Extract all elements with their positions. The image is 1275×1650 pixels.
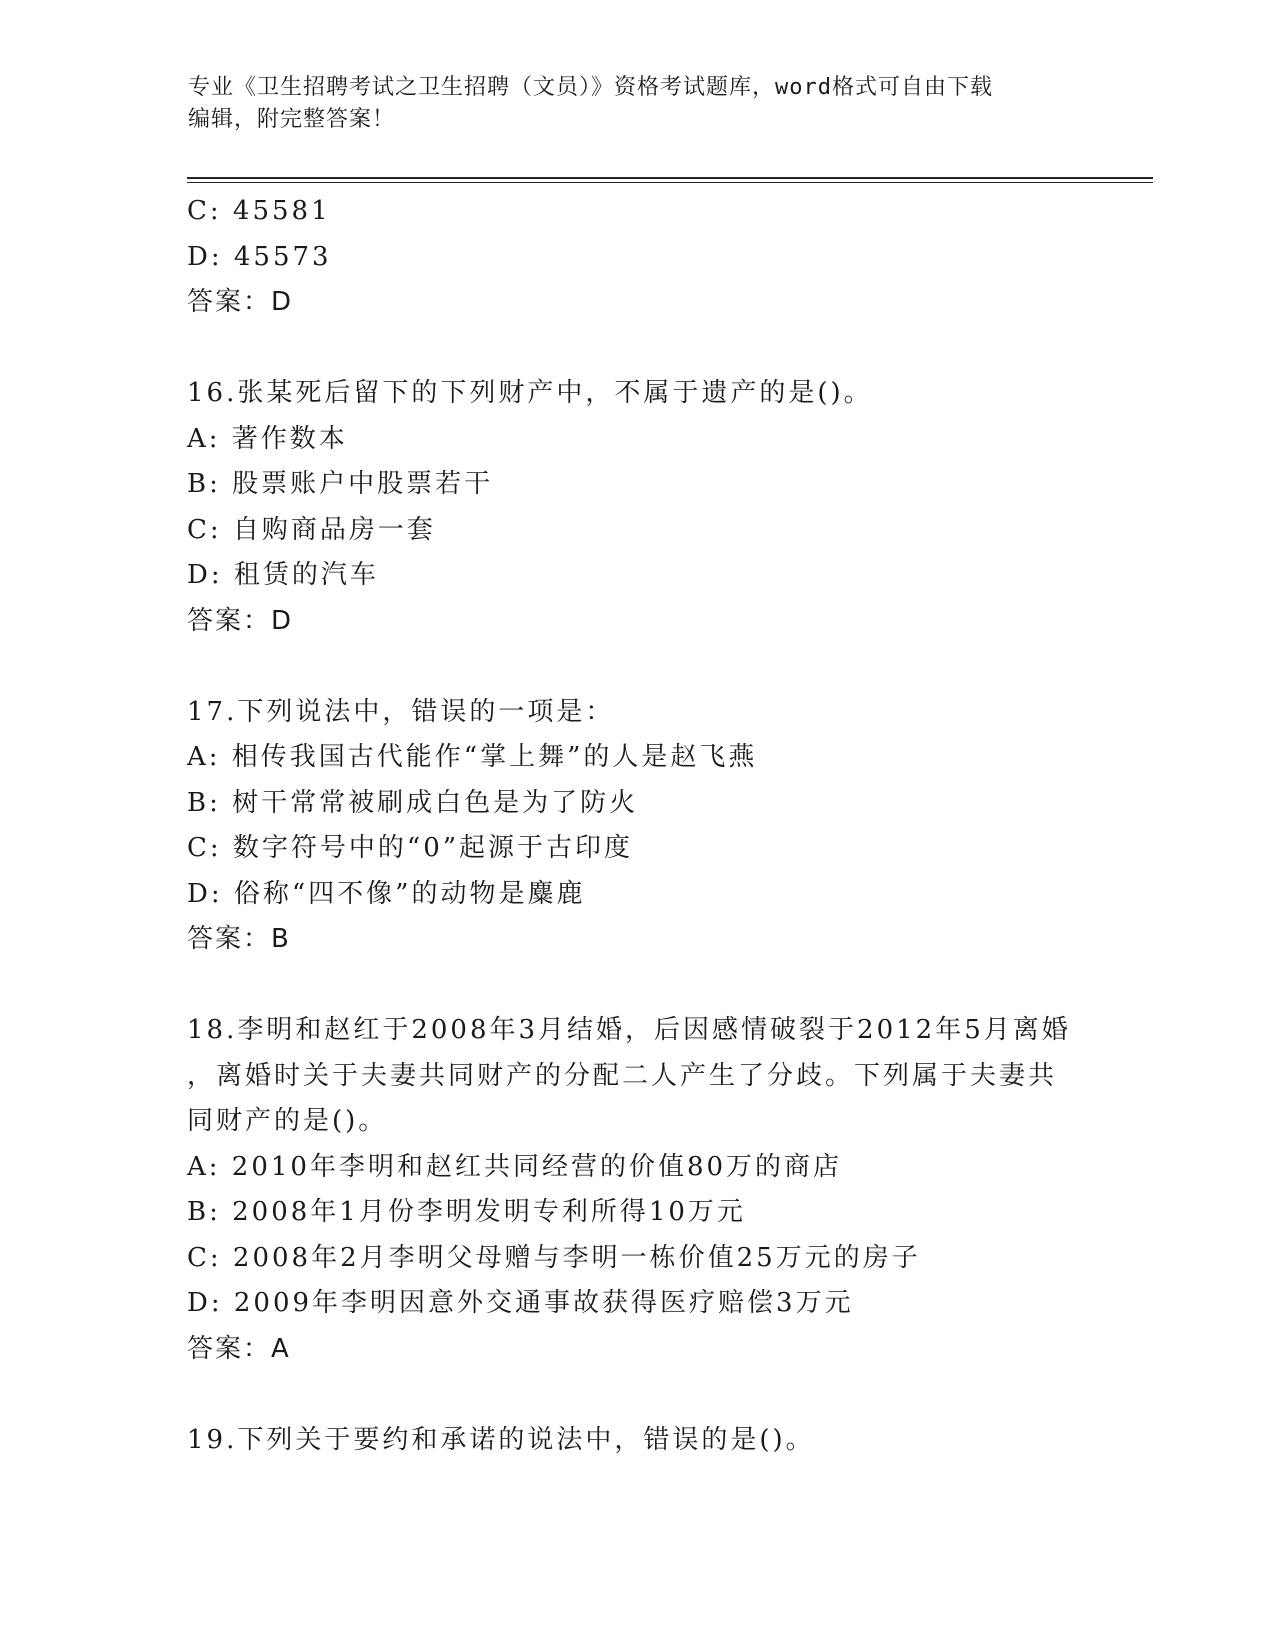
question-text-line-2: ，离婚时关于夫妻共同财产的分配二人产生了分歧。下列属于夫妻共 (187, 1060, 1058, 1091)
option-c: C: 2008年2月李明父母赠与李明一栋价值25万元的房子 (187, 1242, 921, 1273)
question-text: 16.张某死后留下的下列财产中，不属于遗产的是()。 (187, 378, 873, 408)
option-b: B: 2008年1月份李明发明专利所得10万元 (187, 1197, 746, 1227)
question-19 (187, 1418, 1087, 1464)
option-c: C: 45581 (187, 196, 331, 226)
spacer (187, 326, 1087, 372)
spacer (187, 644, 1087, 690)
spacer (187, 1372, 1087, 1418)
header-rule-thick (187, 177, 1153, 179)
option-d: D: 俗称“四不像”的动物是麋鹿 (187, 878, 586, 909)
document-body (187, 189, 1087, 1463)
option-d: D: 45573 (187, 241, 332, 272)
answer-line: 答案：D (187, 287, 294, 317)
header-line-1: 专业《卫生招聘考试之卫生招聘（文员）》资格考试题库，word格式可自由下载 (188, 75, 993, 100)
header-rule-thin (187, 182, 1153, 183)
option-a: A: 2010年李明和赵红共同经营的价值80万的商店 (187, 1151, 843, 1182)
option-a: A: 著作数本 (187, 423, 348, 454)
answer-line: 答案：A (187, 1333, 291, 1364)
question-text-line-3: 同财产的是()。 (187, 1106, 388, 1136)
option-a: A: 相传我国古代能作“掌上舞”的人是赵飞燕 (187, 742, 758, 772)
answer-line: 答案：B (187, 924, 291, 954)
question-15-tail (187, 189, 1087, 326)
question-text: 19.下列关于要约和承诺的说法中，错误的是()。 (187, 1424, 815, 1455)
option-c: C: 数字符号中的“0”起源于古印度 (187, 833, 634, 863)
question-text-line-1: 18.李明和赵红于2008年3月结婚，后因感情破裂于2012年5月离婚 (187, 1015, 1071, 1045)
question-17 (187, 690, 1087, 963)
question-16 (187, 371, 1087, 644)
question-text: 17.下列说法中，错误的一项是： (187, 696, 615, 727)
header-line-2: 编辑，附完整答案！ (188, 107, 396, 132)
answer-line: 答案：D (187, 605, 294, 636)
option-d: D: 租赁的汽车 (187, 560, 379, 590)
option-b: B: 股票账户中股票若干 (187, 469, 494, 499)
option-c: C: 自购商品房一套 (187, 514, 436, 545)
option-b: B: 树干常常被刷成白色是为了防火 (187, 787, 639, 818)
spacer (187, 963, 1087, 1009)
option-d: D: 2009年李明因意外交通事故获得医疗赔偿3万元 (187, 1288, 854, 1318)
question-18 (187, 1008, 1087, 1372)
document-header (188, 72, 1068, 136)
